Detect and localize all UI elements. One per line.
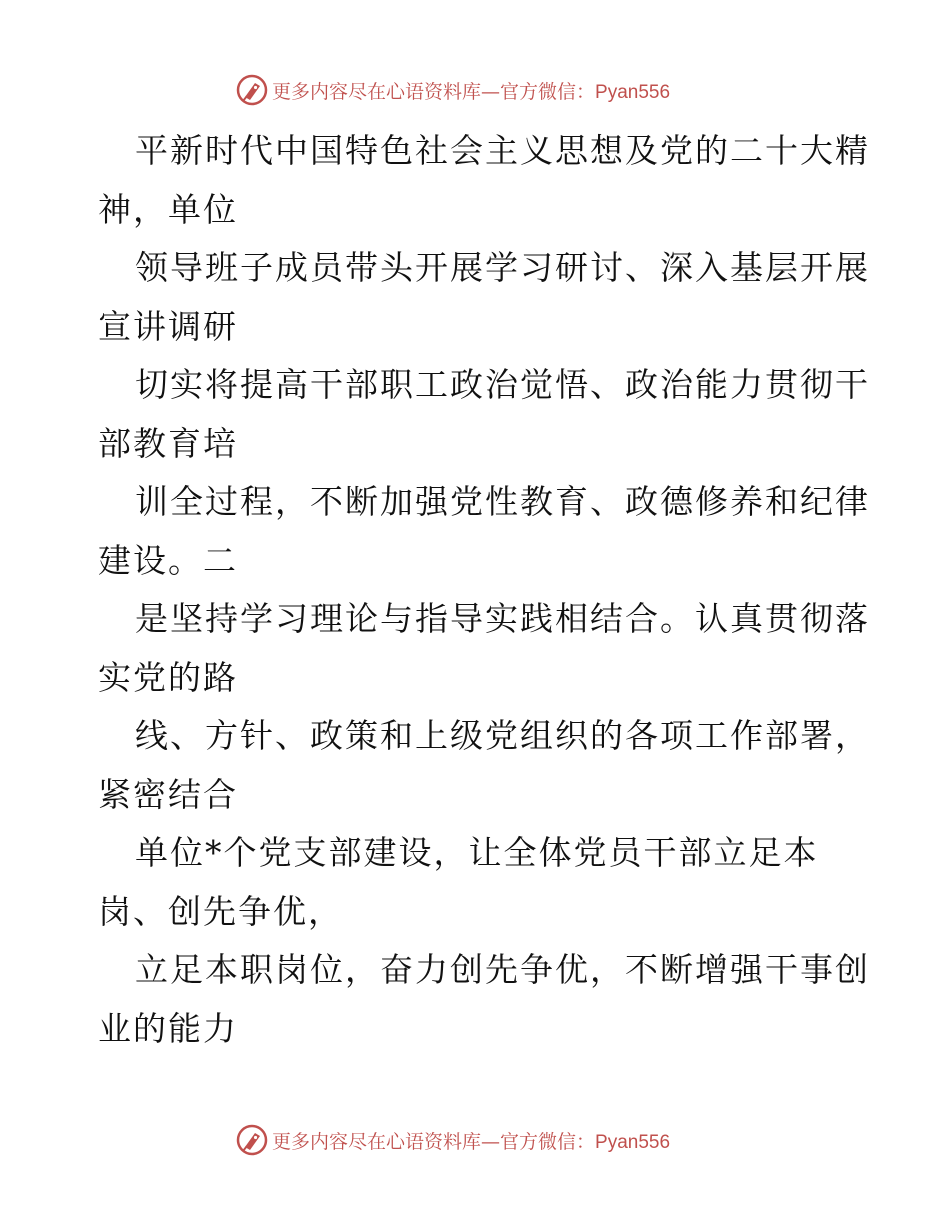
text-line: 建设。二 (98, 540, 238, 580)
text-line: 线、方针、政策和上级党组织的各项工作部署， (135, 716, 870, 755)
pen-nib-circle-icon (236, 1124, 268, 1156)
text-line: 切实将提高干部职工政治觉悟、政治能力贯彻干 (135, 365, 870, 404)
text-line: 神，单位 (98, 189, 238, 229)
text-line: 业的能力 (98, 1008, 238, 1048)
header-watermark (236, 73, 670, 107)
text-line: 紧密结合 (98, 774, 238, 814)
pen-nib-circle-icon (236, 74, 268, 106)
text-line: 平新时代中国特色社会主义思想及党的二十大精 (135, 131, 870, 170)
text-line: 实党的路 (98, 657, 238, 697)
document-body (98, 122, 870, 1058)
footer-watermark (236, 1123, 670, 1157)
text-line: 是坚持学习理论与指导实践相结合。认真贯彻落 (135, 599, 870, 638)
text-line: 岗、创先争优， (98, 891, 343, 931)
text-line: 领导班子成员带头开展学习研讨、深入基层开展 (135, 248, 870, 287)
watermark-text: 更多内容尽在心语资料库—官方微信：Pyan556 (272, 1130, 671, 1153)
text-line: 立足本职岗位，奋力创先争优，不断增强干事创 (135, 950, 870, 989)
watermark-id: Pyan556 (595, 81, 671, 103)
text-line: 单位*个党支部建设，让全体党员干部立足本 (135, 833, 819, 872)
watermark-id: Pyan556 (595, 1131, 671, 1153)
text-line: 部教育培 (98, 423, 238, 463)
watermark-text: 更多内容尽在心语资料库—官方微信：Pyan556 (272, 80, 671, 103)
text-line: 训全过程，不断加强党性教育、政德修养和纪律 (135, 482, 870, 521)
text-line: 宣讲调研 (98, 306, 238, 346)
